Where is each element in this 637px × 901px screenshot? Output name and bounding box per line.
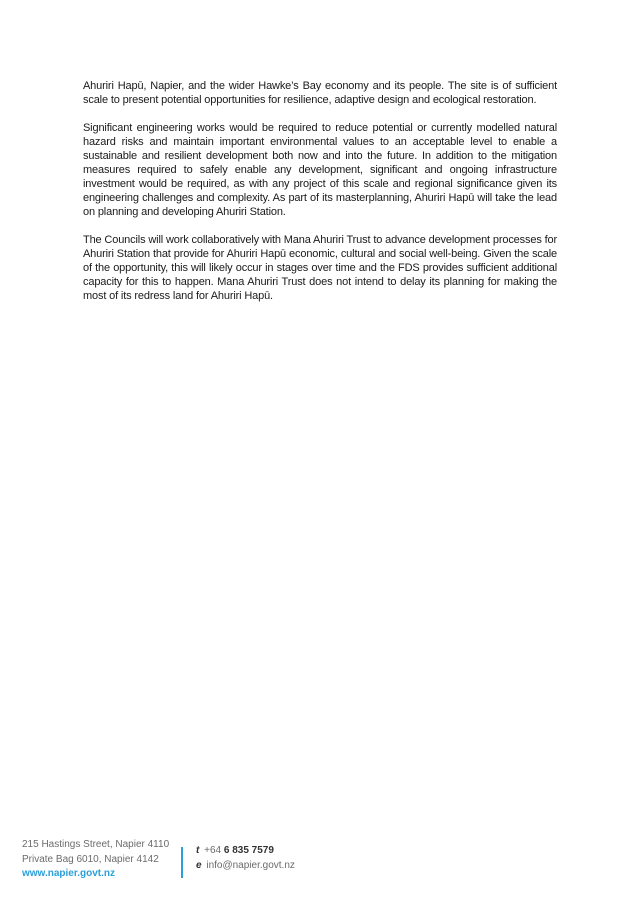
- paragraph-3: The Councils will work collaboratively with Mana Ahuriri Trust to advance development processes for Ahuriri Station that provide for Ahuriri Hapū economic, cultural and social well-being. Given the scale of the opportunity, this will likely occur in stages over time and the FDS provides sufficient additional capacity for this to happen. Mana Ahuriri Trust does not intend to delay its planning for making the most of its redress land for Ahuriri Hapū.: [83, 234, 557, 302]
- paragraph-1: Ahuriri Hapū, Napier, and the wider Hawke’s Bay economy and its people. The site is of sufficient scale to present potential opportunities for resilience, adaptive design and ecological restoration.: [83, 80, 557, 106]
- phone-number[interactable]: 6 835 7579: [223, 845, 274, 856]
- footer-contact: [196, 843, 295, 873]
- phone-label: t: [196, 845, 200, 856]
- body-text: [83, 79, 557, 317]
- paragraph-2: Significant engineering works would be required to reduce potential or currently modelled natural hazard risks and maintain important environmental values to an acceptable level to enable a sustainable and resilient development both now and into the future. In addition to the mitigation measures required to safely enable any development, significant and ongoing infrastructure investment would be required, as with any project of this scale and regional significance given its engineering challenges and complexity. As part of its masterplanning, Ahuriri Hapū will take the lead on planning and developing Ahuriri Station.: [83, 122, 557, 218]
- website-link[interactable]: www.napier.govt.nz: [22, 868, 115, 879]
- phone-line: [196, 843, 295, 858]
- address-line-postal: Private Bag 6010, Napier 4142: [22, 853, 159, 865]
- email-line: [196, 858, 295, 873]
- email-link[interactable]: info@napier.govt.nz: [206, 860, 295, 871]
- footer-address: [22, 838, 169, 882]
- footer-divider: [181, 847, 183, 878]
- email-label: e: [196, 860, 202, 871]
- page-footer: [22, 838, 322, 882]
- phone-prefix: +64: [204, 845, 222, 856]
- address-line-street: 215 Hastings Street, Napier 4110: [22, 839, 170, 850]
